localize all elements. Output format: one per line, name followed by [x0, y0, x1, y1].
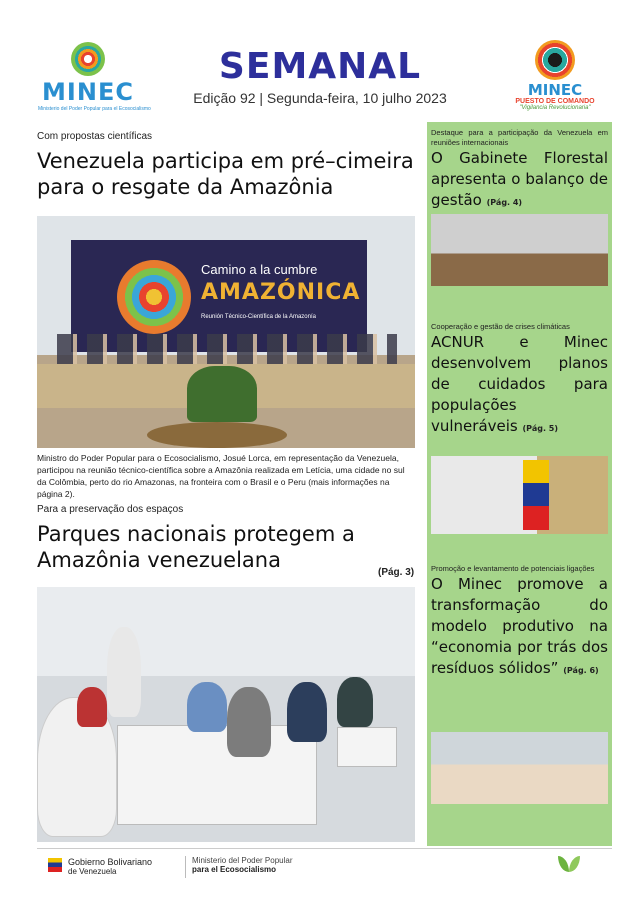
edition-line: Edição 92 | Segunda-feira, 10 julho 2023 [193, 90, 447, 106]
second-kicker: Para a preservação dos espaços [37, 504, 184, 515]
sidebar-headline[interactable] [427, 148, 612, 213]
command-post-label: PUESTO DE COMANDO [515, 98, 595, 105]
footer-divider [37, 848, 612, 849]
person [187, 682, 227, 732]
ministry-label [185, 856, 293, 878]
government-logo [48, 856, 178, 878]
minec-logo-name: MINEC [42, 78, 134, 106]
minec-logo [38, 42, 151, 116]
sidebar-story-2[interactable] [427, 322, 612, 439]
minec-logo-tagline: Ministerio del Poder Popular para el Ecosocialismo [38, 106, 151, 112]
sidebar-photo-1[interactable] [431, 214, 608, 286]
sidebar-headline[interactable] [427, 332, 612, 439]
workshop-table [337, 727, 397, 767]
banner-line1: Camino a la cumbre [201, 262, 318, 277]
person [77, 687, 107, 727]
delegates [57, 334, 397, 368]
minec-swirl-icon [71, 42, 105, 76]
sidebar-photo-3[interactable] [431, 732, 608, 804]
sidebar-story-3[interactable] [427, 564, 612, 681]
person [287, 682, 327, 742]
second-headline[interactable]: Parques nacionais protegem a Amazônia venezuelana [37, 522, 355, 572]
sidebar-headline-text: O Minec promove a transformação do modelo produtivo na “economia por trás dos resíduos sólidos” [431, 575, 608, 677]
person [337, 677, 373, 727]
venezuela-flag [523, 460, 549, 530]
sidebar-page-ref: (Pág. 4) [486, 198, 523, 207]
sidebar-story-1[interactable] [427, 128, 612, 213]
masthead [160, 48, 480, 106]
lead-kicker: Com propostas científicas [37, 131, 153, 142]
ministry-line2: para el Ecosocialismo [192, 865, 277, 874]
workshop-photo[interactable] [37, 587, 415, 842]
workshop-table [117, 725, 317, 825]
eco-leaf-icon [556, 852, 582, 878]
sidebar-page-ref: (Pág. 6) [563, 666, 599, 675]
command-post-motto: "Vigilancia Revolucionaria" [519, 105, 591, 111]
gov-line1: Gobierno Bolivariano [68, 857, 153, 867]
sidebar-page-ref: (Pág. 5) [522, 424, 558, 433]
sidebar-headline-text: ACNUR e Minec desenvolvem planos de cuidados para populações vulneráveis [431, 333, 608, 435]
gov-line2: de Venezuela [68, 867, 117, 876]
rug [147, 422, 287, 448]
sidebar-kicker: Cooperação e gestão de crises climáticas [431, 322, 570, 331]
person [227, 687, 271, 757]
sidebar-kicker: Destaque para a participação da Venezuela em reuniões internacionais [431, 128, 608, 147]
newsletter-title: SEMANAL [218, 46, 422, 87]
command-post-logo [500, 40, 610, 120]
flag-icon [48, 858, 62, 872]
eye-icon [535, 40, 575, 80]
command-post-name: MINEC [527, 81, 583, 99]
sidebar-headline[interactable] [427, 574, 612, 681]
banner-line2: AMAZÓNICA [201, 280, 361, 305]
amazon-spiral-icon [117, 260, 191, 334]
lead-headline[interactable]: Venezuela participa em pré–cimeira para o resgate da Amazônia [37, 149, 414, 199]
sidebar [427, 122, 612, 846]
plant-arrangement [187, 366, 257, 422]
person [107, 627, 141, 717]
ministry-line1: Ministerio del Poder Popular [192, 856, 293, 865]
sidebar-photo-2[interactable] [431, 456, 608, 534]
sidebar-headline-text: O Gabinete Florestal apresenta o balanço de gestão [431, 149, 608, 209]
lead-photo[interactable] [37, 216, 415, 448]
banner-line3: Reunión Técnico-Científica de la Amazonía [201, 314, 316, 320]
lead-caption: Ministro do Poder Popular para o Ecosocialismo, Josué Lorca, em representação da Venezuela, participou na reunião técnico-científica sobre a Amazônia realizada em Letícia, uma cidade no sul da Colômbia, perto do rio Amazonas, na fronteira com o Brasil e o Peru (mais informações na página 2). [37, 453, 405, 499]
sidebar-kicker: Promoção e levantamento de potenciais ligações [431, 564, 595, 573]
second-page-ref: (Pág. 3) [378, 567, 415, 578]
